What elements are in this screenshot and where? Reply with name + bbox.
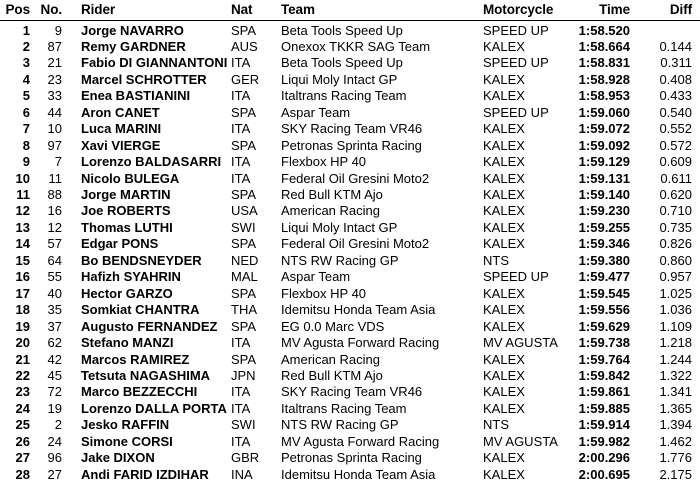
cell-rider: Tetsuta NAGASHIMA — [81, 368, 211, 384]
cell-time: 1:59.477 — [578, 269, 630, 285]
cell-motorcycle: SPEED UP — [483, 104, 549, 120]
cell-nationality: GER — [231, 71, 260, 87]
cell-number: 88 — [47, 187, 62, 203]
cell-position: 27 — [15, 450, 30, 466]
cell-time: 1:59.556 — [578, 302, 630, 318]
cell-time: 1:59.982 — [578, 433, 630, 449]
cell-rider: Lorenzo DALLA PORTA — [81, 400, 227, 416]
cell-number: 12 — [47, 219, 62, 235]
cell-diff: 0.860 — [659, 252, 692, 268]
cell-rider: Bo BENDSNEYDER — [81, 252, 202, 268]
cell-rider: Aron CANET — [81, 104, 160, 120]
cell-time: 1:59.092 — [578, 137, 630, 153]
cell-nationality: SWI — [231, 417, 256, 433]
cell-rider: Remy GARDNER — [81, 38, 186, 54]
cell-rider: Marco BEZZECCHI — [81, 384, 198, 400]
cell-position: 1 — [22, 22, 30, 38]
cell-time: 1:59.140 — [578, 187, 630, 203]
table-row — [0, 253, 700, 269]
cell-time: 1:59.230 — [578, 203, 630, 219]
cell-team: Flexbox HP 40 — [281, 285, 367, 301]
cell-team: Italtrans Racing Team — [281, 400, 407, 416]
cell-position: 28 — [15, 466, 30, 482]
table-row — [0, 384, 700, 400]
cell-nationality: ITA — [231, 121, 251, 137]
cell-number: 35 — [47, 302, 62, 318]
cell-position: 23 — [15, 384, 30, 400]
cell-team: MV Agusta Forward Racing — [281, 335, 440, 351]
cell-nationality: MAL — [231, 269, 258, 285]
cell-team: Italtrans Racing Team — [281, 88, 407, 104]
cell-time: 1:59.629 — [578, 318, 630, 334]
cell-nationality: ITA — [231, 384, 251, 400]
cell-team: Beta Tools Speed Up — [281, 55, 403, 71]
table-row — [0, 39, 700, 55]
table-row — [0, 417, 700, 433]
cell-number: 64 — [47, 252, 62, 268]
cell-nationality: GBR — [231, 450, 260, 466]
cell-team: SKY Racing Team VR46 — [281, 121, 423, 137]
cell-motorcycle: KALEX — [483, 170, 525, 186]
table-row — [0, 203, 700, 219]
cell-number: 55 — [47, 269, 62, 285]
cell-time: 1:59.380 — [578, 252, 630, 268]
table-row — [0, 401, 700, 417]
cell-diff: 0.710 — [659, 203, 692, 219]
cell-motorcycle: NTS — [483, 417, 509, 433]
cell-number: 97 — [47, 137, 62, 153]
cell-nationality: SPA — [231, 104, 257, 120]
cell-rider: Jorge MARTIN — [81, 187, 171, 203]
cell-nationality: JPN — [231, 368, 256, 384]
cell-time: 1:59.842 — [578, 368, 630, 384]
table-row — [0, 352, 700, 368]
table-row — [0, 171, 700, 187]
cell-number: 19 — [47, 400, 62, 416]
cell-time: 2:00.695 — [578, 466, 630, 482]
cell-position: 21 — [15, 351, 30, 367]
cell-number: 10 — [47, 121, 62, 137]
cell-nationality: NED — [231, 252, 259, 268]
cell-nationality: SWI — [231, 219, 256, 235]
cell-motorcycle: SPEED UP — [483, 269, 549, 285]
cell-number: 62 — [47, 335, 62, 351]
cell-diff: 0.957 — [659, 269, 692, 285]
cell-team: NTS RW Racing GP — [281, 252, 399, 268]
cell-position: 6 — [22, 104, 30, 120]
cell-time: 1:59.129 — [578, 154, 630, 170]
cell-number: 40 — [47, 285, 62, 301]
cell-rider: Stefano MANZI — [81, 335, 174, 351]
cell-rider: Somkiat CHANTRA — [81, 302, 200, 318]
cell-team: NTS RW Racing GP — [281, 417, 399, 433]
table-row — [0, 319, 700, 335]
cell-rider: Marcel SCHROTTER — [81, 71, 207, 87]
cell-position: 19 — [15, 318, 30, 334]
cell-time: 1:58.928 — [578, 71, 630, 87]
cell-number: 23 — [47, 71, 62, 87]
table-row — [0, 368, 700, 384]
cell-position: 16 — [15, 269, 30, 285]
cell-nationality: THA — [231, 302, 257, 318]
cell-number: 7 — [54, 154, 62, 170]
cell-nationality: SPA — [231, 236, 257, 252]
cell-position: 17 — [15, 285, 30, 301]
cell-rider: Xavi VIERGE — [81, 137, 161, 153]
table-row — [0, 72, 700, 88]
cell-team: American Racing — [281, 351, 380, 367]
cell-nationality: ITA — [231, 88, 251, 104]
cell-nationality: SPA — [231, 351, 257, 367]
cell-time: 1:58.831 — [578, 55, 630, 71]
table-row — [0, 450, 700, 466]
cell-position: 3 — [22, 55, 30, 71]
cell-rider: Hector GARZO — [81, 285, 173, 301]
cell-nationality: INA — [231, 466, 253, 482]
cell-position: 11 — [16, 187, 30, 203]
cell-time: 1:59.861 — [578, 384, 630, 400]
cell-motorcycle: KALEX — [483, 285, 525, 301]
cell-diff: 1.365 — [659, 400, 692, 416]
cell-motorcycle: KALEX — [483, 384, 525, 400]
cell-motorcycle: MV AGUSTA — [483, 335, 558, 351]
table-row — [0, 154, 700, 170]
cell-diff: 0.311 — [660, 55, 692, 71]
cell-number: 45 — [47, 368, 62, 384]
cell-time: 1:59.131 — [578, 170, 630, 186]
cell-number: 33 — [47, 88, 62, 104]
cell-rider: Marcos RAMIREZ — [81, 351, 190, 367]
cell-nationality: USA — [231, 203, 258, 219]
cell-diff: 1.218 — [659, 335, 692, 351]
cell-team: SKY Racing Team VR46 — [281, 384, 423, 400]
cell-rider: Augusto FERNANDEZ — [81, 318, 218, 334]
cell-motorcycle: KALEX — [483, 302, 525, 318]
cell-rider: Lorenzo BALDASARRI — [81, 154, 222, 170]
table-row — [0, 105, 700, 121]
cell-team: Federal Oil Gresini Moto2 — [281, 170, 430, 186]
cell-motorcycle: MV AGUSTA — [483, 433, 558, 449]
cell-team: Red Bull KTM Ajo — [281, 187, 383, 203]
cell-time: 1:59.545 — [578, 285, 630, 301]
table-row — [0, 121, 700, 137]
cell-team: Aspar Team — [281, 104, 351, 120]
cell-nationality: ITA — [231, 55, 251, 71]
cell-time: 1:58.953 — [578, 88, 630, 104]
cell-diff: 1.025 — [659, 285, 692, 301]
column-header-time: Time — [572, 2, 644, 21]
cell-motorcycle: KALEX — [483, 88, 525, 104]
cell-number: 11 — [48, 170, 62, 186]
cell-team: Red Bull KTM Ajo — [281, 368, 383, 384]
cell-rider: Joe ROBERTS — [81, 203, 171, 219]
cell-time: 1:59.914 — [578, 417, 630, 433]
cell-rider: Nicolo BULEGA — [81, 170, 180, 186]
cell-nationality: SPA — [231, 285, 257, 301]
cell-motorcycle: KALEX — [483, 121, 525, 137]
cell-time: 1:59.738 — [578, 335, 630, 351]
cell-time: 2:00.296 — [578, 450, 630, 466]
cell-diff: 1.244 — [659, 351, 692, 367]
cell-position: 18 — [15, 302, 30, 318]
cell-team: EG 0.0 Marc VDS — [281, 318, 385, 334]
table-row — [0, 55, 700, 71]
table-row — [0, 286, 700, 302]
cell-team: Beta Tools Speed Up — [281, 22, 403, 38]
cell-nationality: ITA — [231, 433, 251, 449]
cell-nationality: SPA — [231, 318, 257, 334]
cell-position: 22 — [15, 368, 30, 384]
cell-diff: 0.552 — [659, 121, 692, 137]
cell-number: 9 — [54, 22, 62, 38]
cell-diff: 0.620 — [659, 187, 692, 203]
cell-diff: 1.394 — [659, 417, 692, 433]
table-row — [0, 88, 700, 104]
cell-time: 1:59.255 — [578, 219, 630, 235]
column-header-no: No. — [38, 2, 72, 21]
cell-rider: Andi FARID IZDIHAR — [81, 466, 209, 482]
cell-diff: 1.776 — [659, 450, 692, 466]
cell-team: Idemitsu Honda Team Asia — [281, 302, 436, 318]
cell-diff: 0.572 — [659, 137, 692, 153]
cell-nationality: SPA — [231, 22, 257, 38]
cell-motorcycle: KALEX — [483, 368, 525, 384]
cell-position: 10 — [15, 170, 30, 186]
cell-rider: Jorge NAVARRO — [81, 22, 184, 38]
cell-motorcycle: SPEED UP — [483, 22, 549, 38]
cell-rider: Fabio DI GIANNANTONI — [81, 55, 227, 71]
cell-time: 1:58.664 — [578, 38, 630, 54]
cell-number: 2 — [54, 417, 62, 433]
cell-nationality: ITA — [231, 154, 251, 170]
table-row — [0, 220, 700, 236]
cell-nationality: SPA — [231, 137, 257, 153]
table-row — [0, 335, 700, 351]
cell-diff — [644, 21, 700, 39]
cell-diff: 0.609 — [659, 154, 692, 170]
cell-time: 1:59.060 — [578, 104, 630, 120]
cell-motorcycle: KALEX — [483, 450, 525, 466]
cell-number: 21 — [47, 55, 62, 71]
cell-team: Liqui Moly Intact GP — [281, 71, 398, 87]
table-header-row — [0, 2, 700, 21]
cell-rider: Simone CORSI — [81, 433, 173, 449]
cell-diff: 0.540 — [659, 104, 692, 120]
cell-team: Federal Oil Gresini Moto2 — [281, 236, 430, 252]
cell-team: Aspar Team — [281, 269, 351, 285]
cell-team: Flexbox HP 40 — [281, 154, 367, 170]
cell-rider: Thomas LUTHI — [81, 219, 173, 235]
cell-team: Onexox TKKR SAG Team — [281, 38, 431, 54]
race-results-table — [0, 2, 700, 483]
cell-time: 1:59.764 — [578, 351, 630, 367]
cell-position: 24 — [15, 400, 30, 416]
cell-diff: 1.322 — [659, 368, 692, 384]
table-row — [0, 21, 700, 39]
cell-motorcycle: KALEX — [483, 137, 525, 153]
cell-motorcycle: SPEED UP — [483, 55, 549, 71]
cell-nationality: ITA — [231, 335, 251, 351]
cell-rider: Jake DIXON — [81, 450, 155, 466]
cell-position: 14 — [15, 236, 30, 252]
cell-diff: 0.408 — [659, 71, 692, 87]
cell-time: 1:58.520 — [578, 22, 630, 38]
cell-diff: 0.144 — [659, 38, 692, 54]
cell-diff: 2.175 — [659, 466, 692, 482]
cell-time: 1:59.346 — [578, 236, 630, 252]
cell-motorcycle: KALEX — [483, 71, 525, 87]
cell-diff: 1.341 — [659, 384, 692, 400]
cell-position: 25 — [15, 417, 30, 433]
table-row — [0, 187, 700, 203]
cell-time: 1:59.072 — [578, 121, 630, 137]
column-header-motorcycle: Motorcycle — [467, 2, 572, 21]
cell-team: Petronas Sprinta Racing — [281, 450, 422, 466]
table-row — [0, 302, 700, 318]
cell-position: 2 — [22, 38, 30, 54]
cell-position: 13 — [15, 219, 30, 235]
cell-position: 5 — [22, 88, 30, 104]
cell-motorcycle: KALEX — [483, 203, 525, 219]
cell-motorcycle: NTS — [483, 252, 509, 268]
cell-motorcycle: KALEX — [483, 38, 525, 54]
cell-number: 42 — [47, 351, 62, 367]
cell-position: 9 — [22, 154, 30, 170]
cell-time: 1:59.885 — [578, 400, 630, 416]
cell-nationality: ITA — [231, 170, 251, 186]
table-row — [0, 434, 700, 450]
cell-rider: Enea BASTIANINI — [81, 88, 191, 104]
cell-diff: 0.735 — [659, 219, 692, 235]
cell-nationality: SPA — [231, 187, 257, 203]
cell-diff: 0.433 — [659, 88, 692, 104]
cell-team: American Racing — [281, 203, 380, 219]
cell-motorcycle: KALEX — [483, 400, 525, 416]
cell-nationality: ITA — [231, 400, 251, 416]
cell-motorcycle: KALEX — [483, 187, 525, 203]
column-header-diff: Diff — [644, 2, 700, 21]
cell-number: 24 — [47, 433, 62, 449]
cell-team: Liqui Moly Intact GP — [281, 219, 398, 235]
cell-number: 57 — [47, 236, 62, 252]
table-row — [0, 138, 700, 154]
cell-rider: Jesko RAFFIN — [81, 417, 170, 433]
cell-number: 44 — [47, 104, 62, 120]
cell-diff: 1.109 — [659, 318, 692, 334]
cell-number: 96 — [47, 450, 62, 466]
cell-position: 15 — [15, 252, 30, 268]
table-header — [0, 2, 700, 21]
cell-motorcycle: KALEX — [483, 236, 525, 252]
cell-diff: 0.611 — [660, 170, 692, 186]
table-row — [0, 467, 700, 483]
cell-nationality: AUS — [231, 38, 258, 54]
column-header-team: Team — [275, 2, 467, 21]
cell-diff: 1.462 — [659, 433, 692, 449]
cell-number: 16 — [47, 203, 62, 219]
cell-team: Idemitsu Honda Team Asia — [281, 466, 436, 482]
cell-diff: 1.036 — [659, 302, 692, 318]
cell-rider: Edgar PONS — [81, 236, 159, 252]
cell-motorcycle: KALEX — [483, 219, 525, 235]
cell-position: 26 — [15, 433, 30, 449]
cell-diff: 0.826 — [659, 236, 692, 252]
cell-position: 7 — [22, 121, 30, 137]
cell-team: MV Agusta Forward Racing — [281, 433, 440, 449]
cell-position: 8 — [22, 137, 30, 153]
cell-position: 20 — [15, 335, 30, 351]
cell-number: 27 — [47, 466, 62, 482]
cell-number: 37 — [47, 318, 62, 334]
table-row — [0, 269, 700, 285]
cell-position: 12 — [15, 203, 30, 219]
cell-position: 4 — [22, 71, 30, 87]
column-header-rider: Rider — [72, 2, 227, 21]
cell-rider: Luca MARINI — [81, 121, 162, 137]
cell-number: 72 — [47, 384, 62, 400]
column-header-nat: Nat — [227, 2, 275, 21]
cell-motorcycle: KALEX — [483, 154, 525, 170]
cell-team: Petronas Sprinta Racing — [281, 137, 422, 153]
cell-motorcycle: KALEX — [483, 351, 525, 367]
table-body — [0, 21, 700, 484]
column-header-pos: Pos — [0, 2, 38, 21]
table-row — [0, 236, 700, 252]
cell-motorcycle: KALEX — [483, 318, 525, 334]
cell-number: 87 — [47, 38, 62, 54]
cell-motorcycle: KALEX — [483, 466, 525, 482]
cell-rider: Hafizh SYAHRIN — [81, 269, 181, 285]
